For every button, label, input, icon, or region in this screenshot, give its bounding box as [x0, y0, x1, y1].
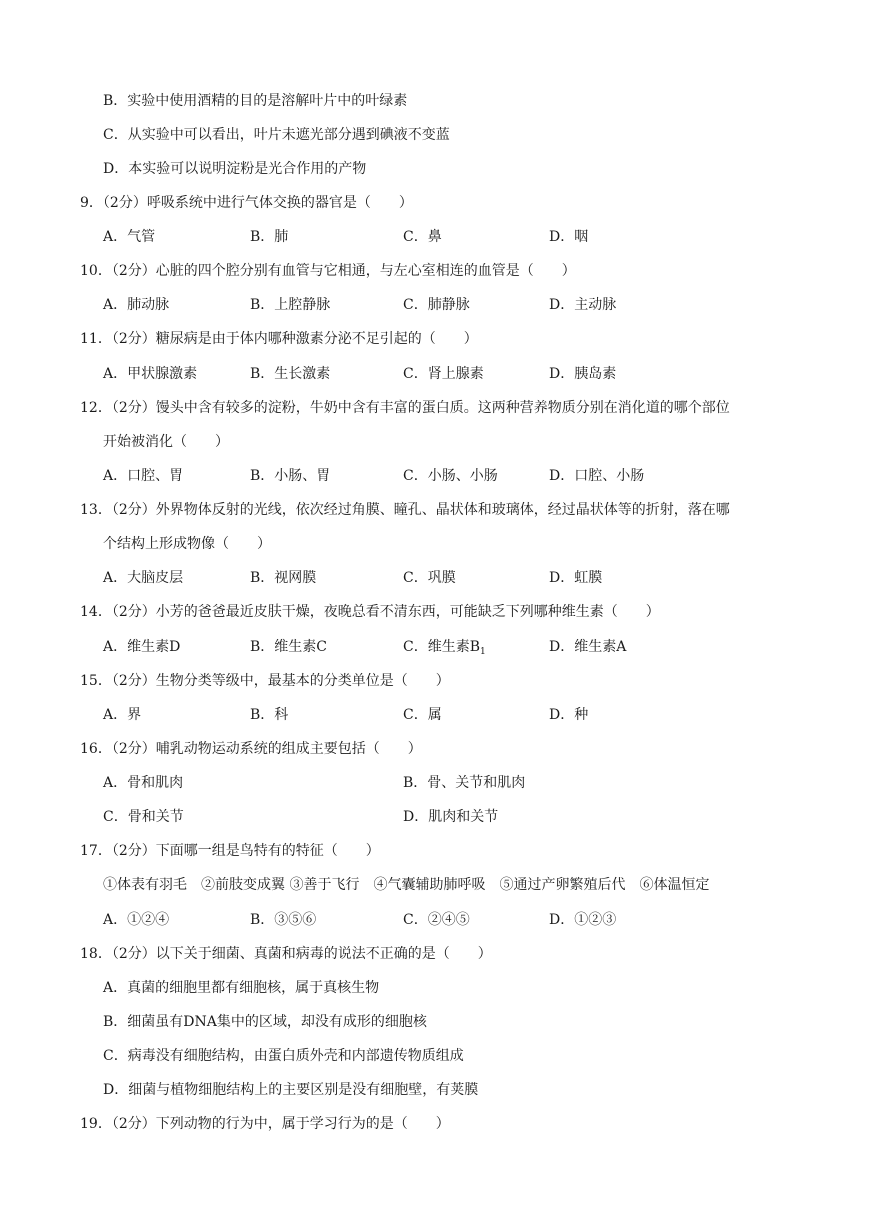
q14-option-b: B．维生素C [250, 639, 327, 655]
q16-option-c: C．骨和关节 [103, 809, 184, 825]
q10-option-a: A．肺动脉 [103, 297, 170, 313]
q12-option-a: A．口腔、胃 [103, 468, 184, 484]
q8-option-d: D．本实验可以说明淀粉是光合作用的产物 [103, 161, 367, 177]
q17-option-c: C．②④⑤ [403, 912, 470, 928]
question-13-stem-line1: 13．（2分）外界物体反射的光线，依次经过角膜、瞳孔、晶状体和玻璃体，经过晶状体等的折射，落在哪 [80, 502, 730, 518]
q10-option-d: D．主动脉 [549, 297, 617, 313]
question-12-stem-line1: 12．（2分）馒头中含有较多的淀粉，牛奶中含有丰富的蛋白质。这两种营养物质分别在消化道的哪个部位 [80, 400, 730, 416]
q13-option-d: D．虹膜 [549, 570, 603, 586]
q10-option-b: B．上腔静脉 [250, 297, 331, 313]
q14-option-c-text: C．维生素B [403, 639, 480, 655]
question-18-stem: 18．（2分）以下关于细菌、真菌和病毒的说法不正确的是（ ） [80, 946, 492, 962]
question-17-stem: 17．（2分）下面哪一组是鸟特有的特征（ ） [80, 843, 380, 859]
q13-option-b: B．视网膜 [250, 570, 317, 586]
q15-option-d: D．种 [549, 707, 589, 723]
question-12-stem-line2: 开始被消化（ ） [103, 434, 229, 450]
q9-option-d: D．咽 [549, 229, 589, 245]
q10-option-c: C．肺静脉 [403, 297, 470, 313]
q14-option-c [403, 637, 486, 662]
q18-option-b: B．细菌虽有DNA集中的区域，却没有成形的细胞核 [103, 1014, 427, 1030]
q14-option-c-subscript: 1 [480, 647, 486, 657]
q18-option-c: C．病毒没有细胞结构，由蛋白质外壳和内部遗传物质组成 [103, 1048, 464, 1064]
q16-option-b: B．骨、关节和肌肉 [403, 775, 526, 791]
question-9-stem: 9．（2分）呼吸系统中进行气体交换的器官是（ ） [80, 195, 413, 211]
q11-option-d: D．胰岛素 [549, 366, 617, 382]
question-11-stem: 11．（2分）糖尿病是由于体内哪种激素分泌不足引起的（ ） [80, 331, 478, 347]
question-16-stem: 16．（2分）哺乳动物运动系统的组成主要包括（ ） [80, 741, 422, 757]
q9-option-b: B．肺 [250, 229, 289, 245]
q14-option-d: D．维生素A [549, 639, 627, 655]
q8-option-b: B．实验中使用酒精的目的是溶解叶片中的叶绿素 [103, 93, 408, 109]
q16-option-a: A．骨和肌肉 [103, 775, 184, 791]
question-19-stem: 19．（2分）下列动物的行为中，属于学习行为的是（ ） [80, 1116, 450, 1132]
q12-option-d: D．口腔、小肠 [549, 468, 645, 484]
q11-option-c: C．肾上腺素 [403, 366, 484, 382]
q9-option-c: C．鼻 [403, 229, 442, 245]
q17-option-d: D．①②③ [549, 912, 617, 928]
q12-option-c: C．小肠、小肠 [403, 468, 498, 484]
q16-option-d: D．肌肉和关节 [403, 809, 499, 825]
question-14-stem: 14．（2分）小芳的爸爸最近皮肤干燥，夜晚总看不清东西，可能缺乏下列哪种维生素（ ） [80, 604, 660, 620]
q11-option-a: A．甲状腺激素 [103, 366, 198, 382]
question-15-stem: 15．（2分）生物分类等级中，最基本的分类单位是（ ） [80, 673, 450, 689]
q13-option-a: A．大脑皮层 [103, 570, 184, 586]
q17-option-a: A．①②④ [103, 912, 170, 928]
question-13-stem-line2: 个结构上形成物像（ ） [103, 536, 271, 552]
q15-option-c: C．属 [403, 707, 442, 723]
q12-option-b: B．小肠、胃 [250, 468, 331, 484]
q18-option-d: D．细菌与植物细胞结构上的主要区别是没有细胞壁，有荚膜 [103, 1082, 479, 1098]
question-10-stem: 10．（2分）心脏的四个腔分别有血管与它相通，与左心室相连的血管是（ ） [80, 263, 576, 279]
q15-option-a: A．界 [103, 707, 142, 723]
q8-option-c: C．从实验中可以看出，叶片未遮光部分遇到碘液不变蓝 [103, 127, 450, 143]
q14-option-a: A．维生素D [103, 639, 181, 655]
q13-option-c: C．巩膜 [403, 570, 456, 586]
q9-option-a: A．气管 [103, 229, 156, 245]
q11-option-b: B．生长激素 [250, 366, 331, 382]
q15-option-b: B．科 [250, 707, 289, 723]
q17-option-b: B．③⑤⑥ [250, 912, 317, 928]
question-17-features: ①体表有羽毛 ②前肢变成翼 ③善于飞行 ④气囊辅助肺呼吸 ⑤通过产卵繁殖后代 ⑥体温恒定 [103, 877, 710, 893]
q18-option-a: A．真菌的细胞里都有细胞核，属于真核生物 [103, 980, 380, 996]
